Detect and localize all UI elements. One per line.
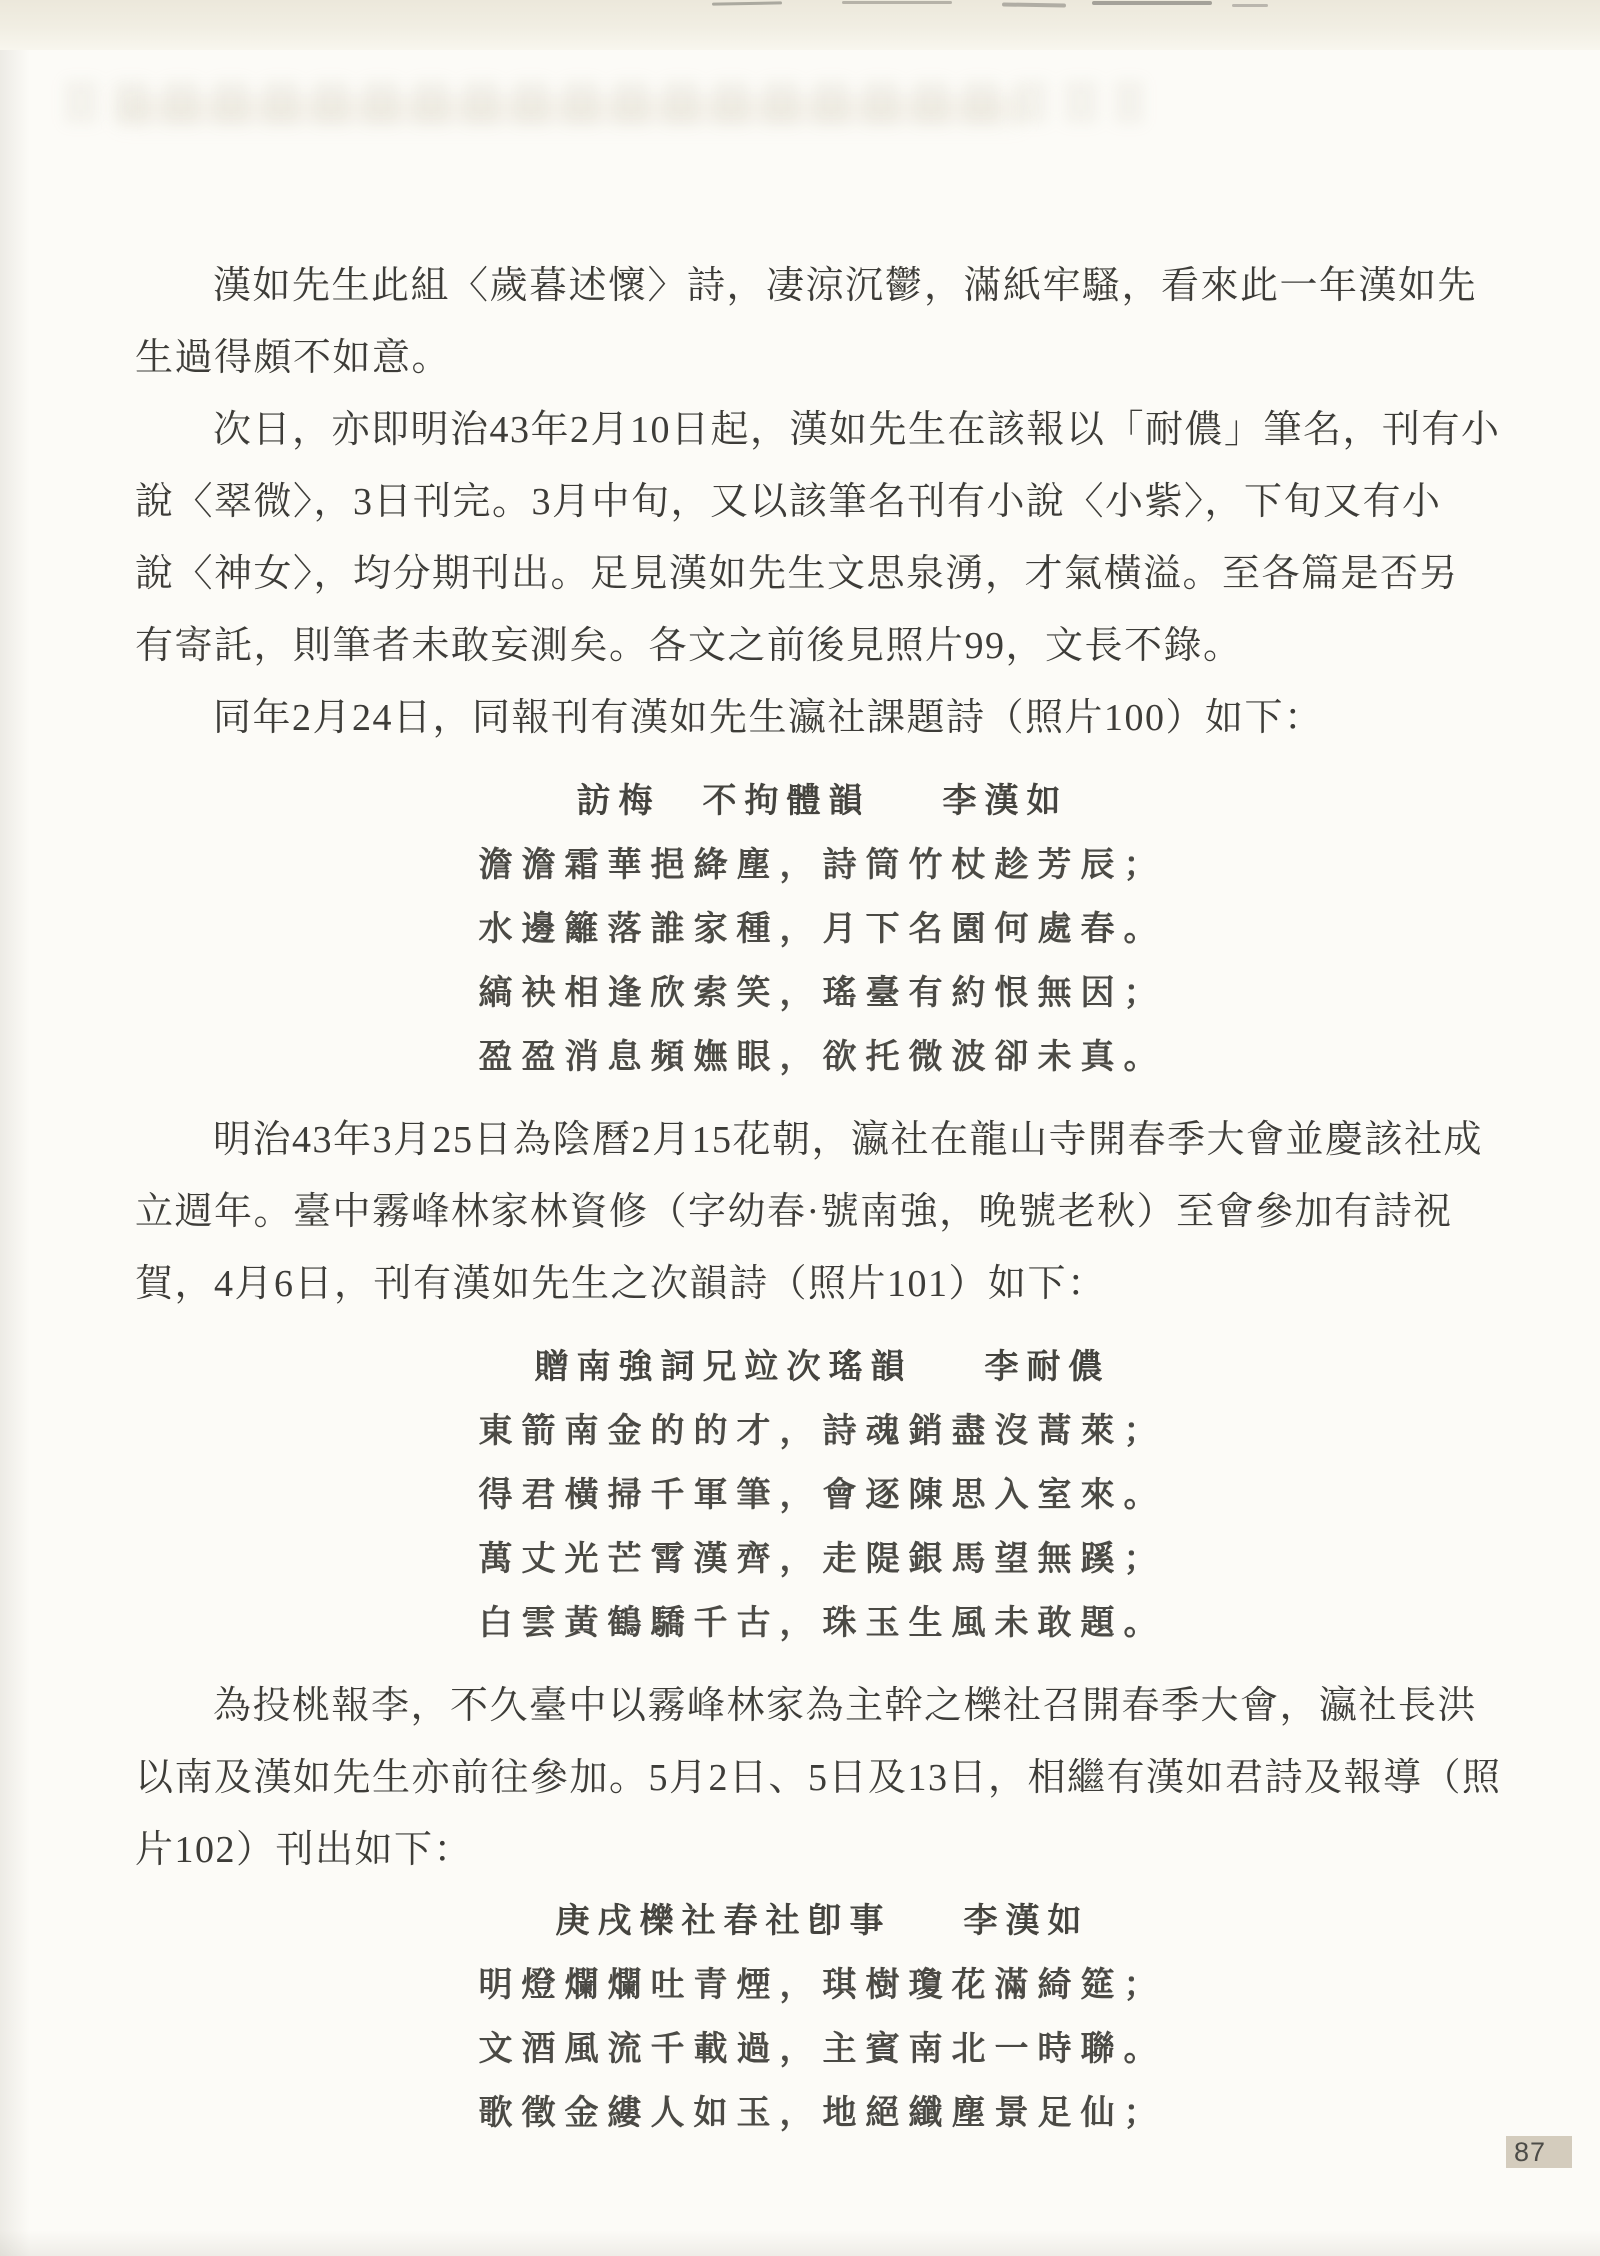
poem-line: 萬丈光芒霄漢齊，走隄銀馬望無蹊； <box>478 1541 1167 1578</box>
body-line: 片102）刊出如下： <box>135 1829 474 1871</box>
page-number: 87 <box>1514 2136 1547 2167</box>
poem-title-row <box>135 770 1510 834</box>
body-line: 同年2月24日，同報刊有漢如先生瀛社課題詩（照片100）如下： <box>213 697 1324 739</box>
poem-author: 李漢如 <box>942 783 1069 820</box>
scan-speckle <box>1002 2 1066 7</box>
poem-title-row <box>135 1336 1510 1400</box>
page-content <box>135 250 1510 2160</box>
scan-speckle <box>1092 1 1212 5</box>
body-line: 漢如先生此組〈歲暮述懷〉詩，凄涼沉鬱，滿紙牢騷，看來此一年漢如先 <box>213 265 1478 307</box>
scan-speckle <box>1232 4 1268 7</box>
poem-line: 盈盈消息頻嫵眼，欲托微波卻未真。 <box>478 1039 1167 1076</box>
scan-speckle <box>712 1 782 5</box>
poem-block-zeng-nanqiang <box>135 1336 1510 1656</box>
body-line: 次日，亦即明治43年2月10日起，漢如先生在該報以「耐儂」筆名，刊有小 <box>213 409 1501 451</box>
poem-block-gengxu-lishe <box>135 1890 1510 2146</box>
poem-title: 庚戌櫟社春社卽事 <box>555 1903 892 1940</box>
body-line: 為投桃報李，不久臺中以霧峰林家為主幹之櫟社召開春季大會，瀛社長洪 <box>213 1685 1478 1727</box>
poem-line: 白雲黃鶴驕千古，珠玉生風未敢題。 <box>478 1605 1167 1642</box>
poem-line: 水邊籬落誰家種，月下名園何處春。 <box>478 911 1167 948</box>
poem-block-fangmei <box>135 770 1510 1090</box>
body-line: 生過得頗不如意。 <box>135 337 452 379</box>
poem-author: 李漢如 <box>963 1903 1090 1940</box>
body-line: 賀，4月6日，刊有漢如先生之次韻詩（照片101）如下： <box>135 1263 1107 1305</box>
body-line: 立週年。臺中霧峰林家林資修（字幼春·號南強，晚號老秋）至會參加有詩祝 <box>135 1191 1453 1233</box>
page-number-badge <box>1506 2136 1572 2168</box>
body-line: 明治43年3月25日為陰曆2月15花朝，瀛社在龍山寺開春季大會並慶該社成 <box>213 1119 1484 1161</box>
scan-top-edge <box>0 0 1600 50</box>
body-line: 說〈神女〉，均分期刊出。足見漢如先生文思泉湧，才氣橫溢。至各篇是否另 <box>135 553 1460 595</box>
poem-title-row <box>135 1890 1510 1954</box>
poem-line: 縞袂相逢欣索笑，瑤臺有約恨無因； <box>478 975 1167 1012</box>
poem-title: 訪梅 不拘體韻 <box>576 783 871 820</box>
scan-blotch <box>120 96 1020 122</box>
poem-line: 明燈爛爛吐青煙，琪樹瓊花滿綺筵； <box>478 1967 1167 2004</box>
poem-title: 贈南強詞兄竝次瑤韻 <box>534 1349 913 1386</box>
poem-line: 東箭南金的的才，詩魂銷盡沒蒿萊； <box>478 1413 1167 1450</box>
scan-speckle <box>842 1 952 4</box>
poem-line: 得君橫掃千軍筆，會逐陳思入室來。 <box>478 1477 1167 1514</box>
body-line: 以南及漢如先生亦前往參加。5月2日、5日及13日，相繼有漢如君詩及報導（照 <box>135 1757 1502 1799</box>
body-line: 說〈翠微〉，3日刊完。3月中旬，又以該筆名刊有小說〈小紫〉，下旬又有小 <box>135 481 1442 523</box>
body-line: 有寄託，則筆者未敢妄測矣。各文之前後見照片99，文長不錄。 <box>135 625 1243 667</box>
poem-line: 文酒風流千載過，主賓南北一時聯。 <box>478 2031 1167 2068</box>
poem-line: 澹澹霜華挹絳塵，詩筒竹杖趁芳辰； <box>478 847 1167 884</box>
poem-author: 李耐儂 <box>984 1349 1111 1386</box>
poem-line: 歌徵金縷人如玉，地絕纖塵景足仙； <box>478 2095 1167 2132</box>
